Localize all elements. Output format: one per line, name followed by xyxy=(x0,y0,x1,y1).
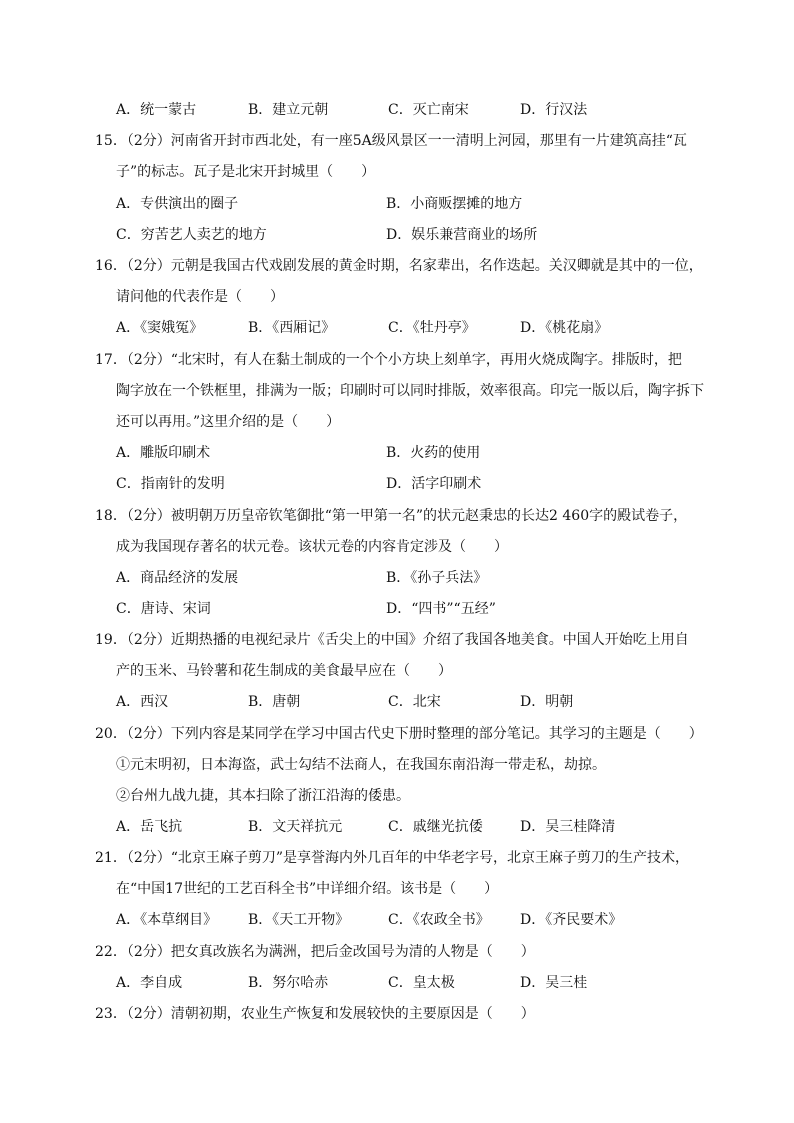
q18-stem-line-1: 18．（2分）被明朝万历皇帝钦笔御批“第一甲第一名”的状元赵秉忠的长达2 460字的殿试卷子， xyxy=(95,508,688,524)
q15-stem-line-1: 15．（2分）河南省开封市西北处，有一座5A级风景区一一清明上河园，那里有一片建筑高挂“瓦 xyxy=(95,133,687,149)
q20-note-1: ①元末明初，日本海盗，武士勾结不法商人，在我国东南沿海一带走私，劫掠。 xyxy=(116,757,606,773)
q21-option-b: B．《天工开物》 xyxy=(248,912,350,928)
q22-option-d: D．吴三桂 xyxy=(520,975,588,991)
q18-option-b: B．《孙子兵法》 xyxy=(386,570,488,586)
q21-option-a: A．《本草纲目》 xyxy=(116,912,218,928)
q22-option-b: B．努尔哈赤 xyxy=(248,975,329,991)
q20-option-c: C．戚继光抗倭 xyxy=(388,819,483,835)
q22-option-c: C．皇太极 xyxy=(388,975,455,991)
q20-option-d: D．吴三桂降清 xyxy=(520,819,616,835)
q16-option-c: C．《牡丹亭》 xyxy=(388,320,476,336)
q16-stem-line-2: 请问他的代表作是（ ） xyxy=(116,289,284,305)
q14-option-b: B．建立元朝 xyxy=(248,102,329,118)
q17-stem-line-2: 陶字放在一个铁框里，排满为一版；印刷时可以同时排版，效率很高。印完一版以后，陶字拆下 xyxy=(116,383,704,399)
q20-option-a: A．岳飞抗 xyxy=(116,819,183,835)
q14-option-a: A．统一蒙古 xyxy=(116,102,197,118)
q17-option-a: A．雕版印刷术 xyxy=(116,445,211,461)
q19-stem-line-2: 产的玉米、马铃薯和花生制成的美食最早应在（ ） xyxy=(116,663,452,679)
q23-stem-line-1: 23．（2分）清朝初期，农业生产恢复和发展较快的主要原因是（ ） xyxy=(95,1006,535,1022)
q15-option-a: A．专供演出的圈子 xyxy=(116,196,239,212)
q22-stem-line-1: 22．（2分）把女真改族名为满洲，把后金改国号为清的人物是（ ） xyxy=(95,944,535,960)
q15-option-c: C．穷苦艺人卖艺的地方 xyxy=(116,227,267,243)
q19-option-d: D．明朝 xyxy=(520,694,574,710)
q15-stem-line-2: 子”的标志。瓦子是北宋开封城里（ ） xyxy=(116,164,376,180)
q19-stem-line-1: 19．（2分）近期热播的电视纪录片《舌尖上的中国》介绍了我国各地美食。中国人开始吃上用自 xyxy=(95,632,689,648)
q16-option-b: B．《西厢记》 xyxy=(248,320,336,336)
q20-stem-line-1: 20．（2分）下列内容是某同学在学习中国古代史下册时整理的部分笔记。其学习的主题是（ ） xyxy=(95,726,703,742)
q19-option-b: B．唐朝 xyxy=(248,694,301,710)
q14-option-d: D．行汉法 xyxy=(520,102,588,118)
q14-option-c: C．灭亡南宋 xyxy=(388,102,469,118)
q21-option-c: C．《农政全书》 xyxy=(388,912,490,928)
q21-option-d: D．《齐民要术》 xyxy=(520,912,623,928)
q15-option-d: D．娱乐兼营商业的场所 xyxy=(386,227,538,243)
q21-stem-line-2: 在“中国17世纪的工艺百科全书”中详细介绍。该书是（ ） xyxy=(116,881,499,897)
q20-note-2: ②台州九战九捷，其本扫除了浙江沿海的倭患。 xyxy=(116,788,410,804)
q18-option-c: C．唐诗、宋词 xyxy=(116,601,211,617)
q17-stem-line-1: 17．（2分）“北宋时，有人在黏土制成的一个个小方块上刻单字，再用火烧成陶字。排版时，把 xyxy=(95,352,682,368)
q19-option-c: C．北宋 xyxy=(388,694,441,710)
q18-option-a: A．商品经济的发展 xyxy=(116,570,239,586)
q15-option-b: B．小商贩摆摊的地方 xyxy=(386,196,523,212)
q21-stem-line-1: 21．（2分）“北京王麻子剪刀”是享誉海内外几百年的中华老字号，北京王麻子剪刀的生产技术， xyxy=(95,850,690,866)
q16-option-d: D．《桃花扇》 xyxy=(520,320,609,336)
q17-option-c: C．指南针的发明 xyxy=(116,476,225,492)
q19-option-a: A．西汉 xyxy=(116,694,169,710)
q18-stem-line-2: 成为我国现存著名的状元卷。该状元卷的内容肯定涉及（ ） xyxy=(116,539,508,555)
q17-option-d: D．活字印刷术 xyxy=(386,476,482,492)
q16-option-a: A．《窦娥冤》 xyxy=(116,320,204,336)
q22-option-a: A．李自成 xyxy=(116,975,183,991)
q17-option-b: B．火药的使用 xyxy=(386,445,481,461)
q18-option-d: D．“四书”“五经” xyxy=(386,601,496,617)
q16-stem-line-1: 16．（2分）元朝是我国古代戏剧发展的黄金时期，名家辈出，名作迭起。关汉卿就是其中的一位， xyxy=(95,258,703,274)
q20-option-b: B．文天祥抗元 xyxy=(248,819,343,835)
q17-stem-line-3: 还可以再用。”这里介绍的是（ ） xyxy=(116,414,341,430)
